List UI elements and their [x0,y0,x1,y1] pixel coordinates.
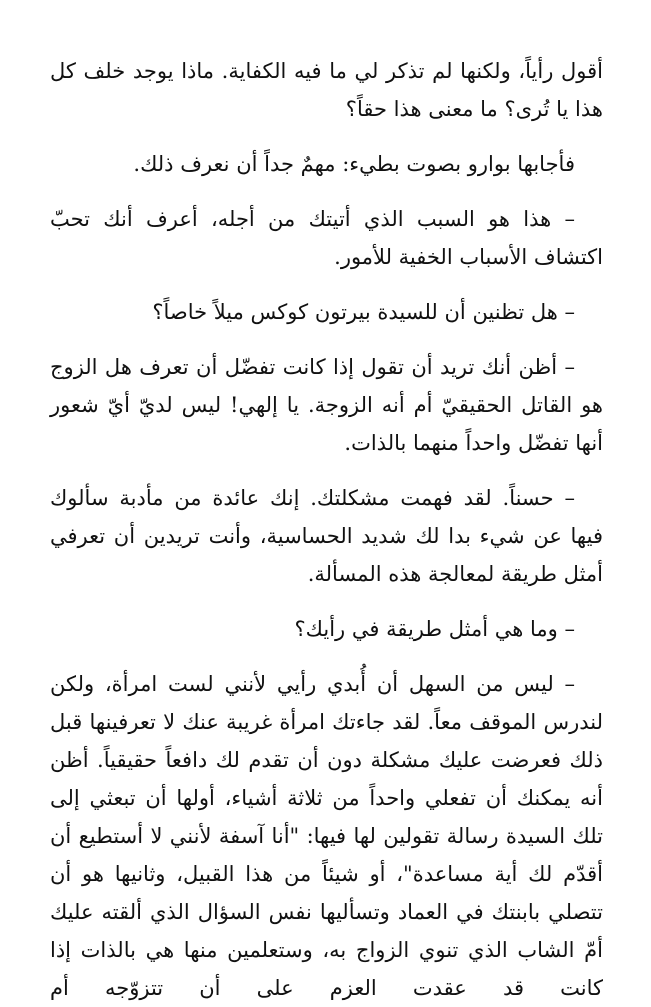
paragraph-question: – هل تظنين أن للسيدة بيرتون كوكس ميلاً خاصاً؟ [152,300,575,324]
paragraph-opening: أقول رأياً، ولكنها لم تذكر لي ما فيه الكفاية. ماذا يوجد خلف كل هذا يا تُرى؟ ما معنى هذا حقاً؟ [50,59,603,121]
paragraph-best-way: – وما هي أمثل طريقة في رأيك؟ [294,617,575,641]
paragraph-poirot-reply: فأجابها بوارو بصوت بطيء: مهمٌ جداً أن نعرف ذلك. [133,152,575,176]
paragraph-advice: – ليس من السهل أن أُبدي رأيي لأنني لست امرأة، ولكن لندرس الموقف معاً. لقد جاءتك امرأة غريبة عنك لا تعرفينها قبل ذلك فعرضت عليك مشكلة دون أن تقدم لك دافعاً حقيقياً. أظن أنه يمكنك أن تفعلي واحداً من ثلاثة أشياء، أولها أن تبعثي إلى تلك السيدة رسالة تقولين لها فيها: "أنا آسفة لأنني لا أستطيع أن أقدّم لك أية مساعدة"، أو شيئاً من هذا القبيل، وثانيها هو أن تتصلي بابنتك في العماد وتسأليها نفس السؤال الذي ألقته عليك أمّ الشاب الذي تنوي الزواج به، وستعلمين منها هي بالذات إذا كانت قد عقدت العزم على أن تتزوّجه أم [50,672,603,1000]
paragraph-preference: – أظن أنك تريد أن تقول إذا كانت تفضّل أن تعرف هل الزوج هو القاتل الحقيقيّ أم أنه الزوجة. يا إلهي! ليس لديّ أيّ شعور أنها تفضّل واحداً منهما بالذات. [50,355,603,455]
paragraph-reason: – هذا هو السبب الذي أتيتك من أجله، أعرف أنك تحبّ اكتشاف الأسباب الخفية للأمور. [50,207,603,269]
paragraph-problem: – حسناً. لقد فهمت مشكلتك. إنك عائدة من مأدبة سألوك فيها عن شيء بدا لك شديد الحساسية، وأنت تريدين أن تعرفي أمثل طريقة لمعالجة هذه المسألة. [50,486,603,586]
